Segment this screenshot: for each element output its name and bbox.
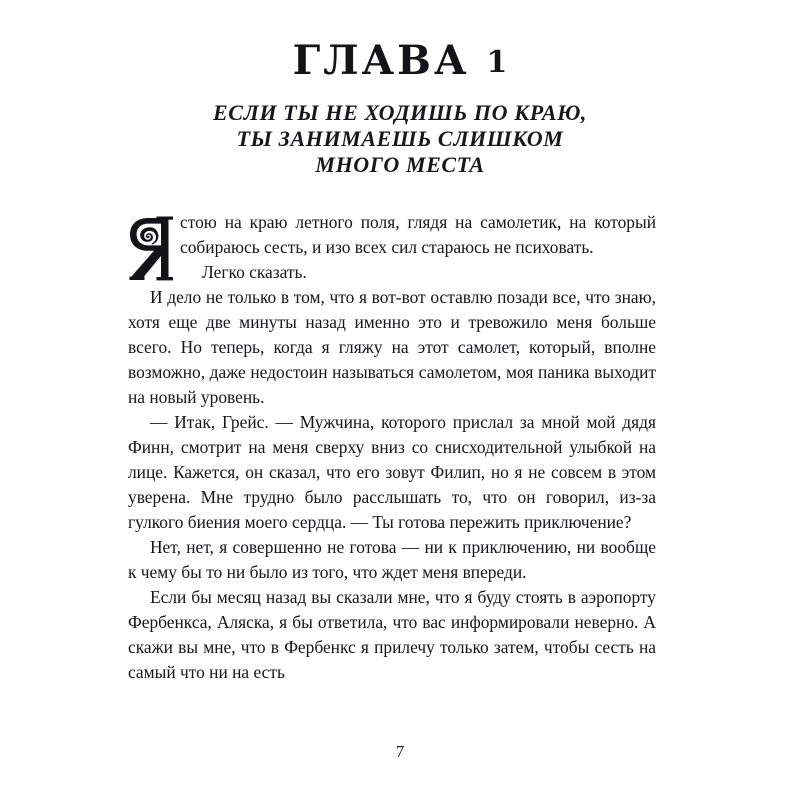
paragraph-6	[128, 585, 661, 685]
paragraph-text: Легко сказать.	[202, 262, 307, 282]
chapter-title	[0, 38, 800, 88]
body-text	[128, 210, 661, 685]
paragraph-opening	[128, 210, 661, 260]
paragraph-text: — Итак, Грейс. — Мужчина, которого прислал за мной мой дядя Финн, смотрит на меня сверху вниз со снисходительной улыбкой на лице. Кажется, он сказал, что его зовут Филип, но я не совсем в этом уверена. Мне трудно было расслышать то, что он говорил, из-за гулкого биения моего сердца. — Ты готова пережить приключение?	[128, 412, 661, 532]
paragraph-text: Если бы месяц назад вы сказали мне, что я буду стоять в аэропорту Фербенкса, Аляска, я бы ответила, что вас информировали неверно. А скажи вы мне, что в Фербенкс я прилечу только затем, чтобы сесть на самый что ни на есть	[128, 587, 661, 682]
page-number: 7	[395, 742, 405, 761]
paragraph-3	[128, 285, 661, 410]
chapter-subtitle-line-1: ЕСЛИ ТЫ НЕ ХОДИШЬ ПО КРАЮ,	[212, 100, 588, 125]
chapter-subtitle-line-3: МНОГО МЕСТА	[315, 152, 485, 177]
paragraph-5	[128, 535, 661, 585]
paragraph-4-dialogue	[128, 410, 661, 535]
chapter-number: 1	[486, 45, 508, 80]
paragraph-text: И дело не только в том, что я вот-вот оставлю позади все, что знаю, хотя еще две минуты назад именно это и тревожило меня больше всего. Но теперь, когда я гляжу на этот самолет, который, вполне возможно, даже недостоин называться самолетом, моя паника выходит на новый уровень.	[128, 287, 661, 407]
chapter-title-word: ГЛАВА	[292, 37, 470, 84]
chapter-subtitle	[0, 100, 800, 178]
paragraph-2	[128, 260, 656, 285]
paragraph-text: стою на краю летного поля, глядя на самолетик, на который собираюсь сесть, и изо всех сил стараюсь не психовать.	[180, 212, 661, 257]
drop-cap-letter-ya	[128, 212, 174, 284]
paragraph-text: Нет, нет, я совершенно не готова — ни к приключению, ни вообще к чему бы то ни было из того, что ждет меня впереди.	[128, 537, 661, 582]
chapter-subtitle-line-2: ТЫ ЗАНИМАЕШЬ СЛИШКОМ	[236, 126, 564, 151]
